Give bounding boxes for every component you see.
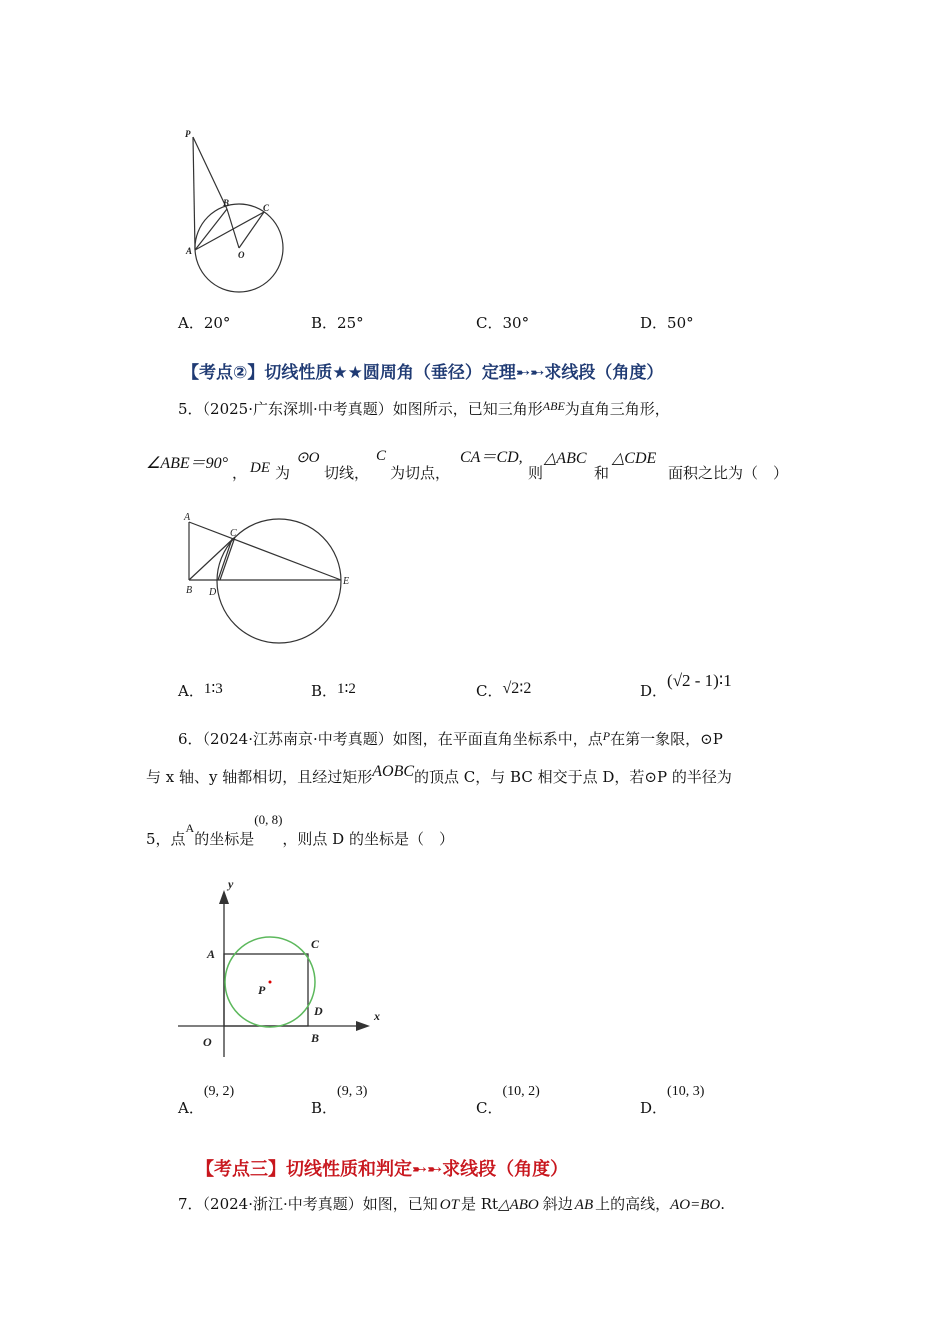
q5-option-d: D．(√2 - 1)∶1	[640, 671, 732, 700]
q4-label-a: A	[186, 246, 193, 256]
q5-line-cd2	[218, 539, 232, 580]
q6-line-2: 与 x 轴、y 轴都相切，且经过矩形AOBC的顶点 C，与 BC 相交于点 D，若⊙P 的半径为	[146, 763, 732, 786]
q4-line-oc	[239, 212, 264, 248]
q6-label-x: x	[374, 1009, 380, 1023]
q4-figure	[180, 125, 290, 300]
q5-ca-cd: CA＝CD,	[460, 449, 523, 466]
q4-option-b: B．25°	[311, 314, 364, 332]
q7-source: （2024·浙江·中考真题）	[202, 1195, 363, 1213]
q4-label-c: C	[263, 203, 270, 213]
q4-label-p: P	[185, 129, 191, 139]
q6-option-c: C．(10, 2)	[476, 1084, 540, 1117]
q6-rectangle	[224, 954, 308, 1026]
q6-option-b: B．(9, 3)	[311, 1084, 368, 1117]
q5-option-a: A．1∶3	[178, 681, 223, 700]
q6-figure	[170, 872, 400, 1057]
q4-line-pa	[193, 137, 195, 250]
q6-label-o: O	[203, 1035, 212, 1049]
q5-line-1: 5．（2025·广东深圳·中考真题）如图所示，已知三角形$^{ABE}$为直角三角形，	[178, 399, 670, 418]
q4-label-b: B	[223, 198, 230, 208]
q6-line-1: 6．（2024·江苏南京·中考真题）如图，在平面直角坐标系中，点$^P$在第一象限，⊙P	[178, 729, 723, 748]
q6-option-a: A．(9, 2)	[178, 1084, 235, 1117]
q4-label-o: O	[238, 250, 245, 260]
q6-option-d: D．(10, 3)	[640, 1084, 705, 1117]
q6-line-3: 5，点$^A$的坐标是(0, 8)，则点 D 的坐标是（ ）	[146, 812, 454, 848]
section-header-3: 【考点三】切线性质和判定➸➸求线段（角度）	[196, 1159, 569, 1180]
q5-label-c: C	[230, 528, 237, 539]
q4-option-a: A．20°	[178, 314, 231, 332]
q6-label-b: B	[311, 1031, 320, 1045]
q5-number: 5．	[178, 400, 203, 418]
q6-y-arrow	[219, 890, 229, 904]
q6-center-dot	[269, 981, 272, 984]
q6-label-a: A	[207, 947, 216, 961]
q5-angle: ∠ABE＝90°	[146, 455, 229, 472]
q7-number: 7．	[178, 1195, 203, 1213]
q5-label-a: A	[184, 512, 191, 523]
q6-number: 6．	[178, 730, 203, 748]
q4-line-ab	[195, 209, 227, 250]
q6-label-y: y	[228, 877, 234, 891]
q5-figure	[180, 505, 360, 645]
q6-label-p: P	[258, 983, 266, 997]
q7-line-1: 7．（2024·浙江·中考真题）如图，已知 OT 是 Rt△ABO 斜边 AB 上的高线，AO=BO.	[178, 1195, 726, 1213]
q6-label-c: C	[311, 937, 320, 951]
q5-line-ae	[189, 522, 341, 580]
q6-x-arrow	[356, 1021, 370, 1031]
q4-option-d: D．50°	[640, 314, 694, 332]
q5-option-b: B．1∶2	[311, 681, 356, 700]
q5-label-b: B	[186, 585, 193, 596]
q5-label-e: E	[343, 576, 350, 587]
q5-label-d: D	[209, 587, 217, 598]
q4-option-c: C．30°	[476, 314, 530, 332]
section-header-2: 【考点②】切线性质★★圆周角（垂径）定理➸➸求线段（角度）	[182, 363, 664, 383]
q4-line-pb	[193, 137, 230, 209]
q6-label-d: D	[314, 1004, 323, 1018]
q5-option-c: C．√2∶2	[476, 680, 532, 700]
q5-source: （2025·广东深圳·中考真题）	[202, 400, 393, 418]
q6-source: （2024·江苏南京·中考真题）	[202, 730, 393, 748]
